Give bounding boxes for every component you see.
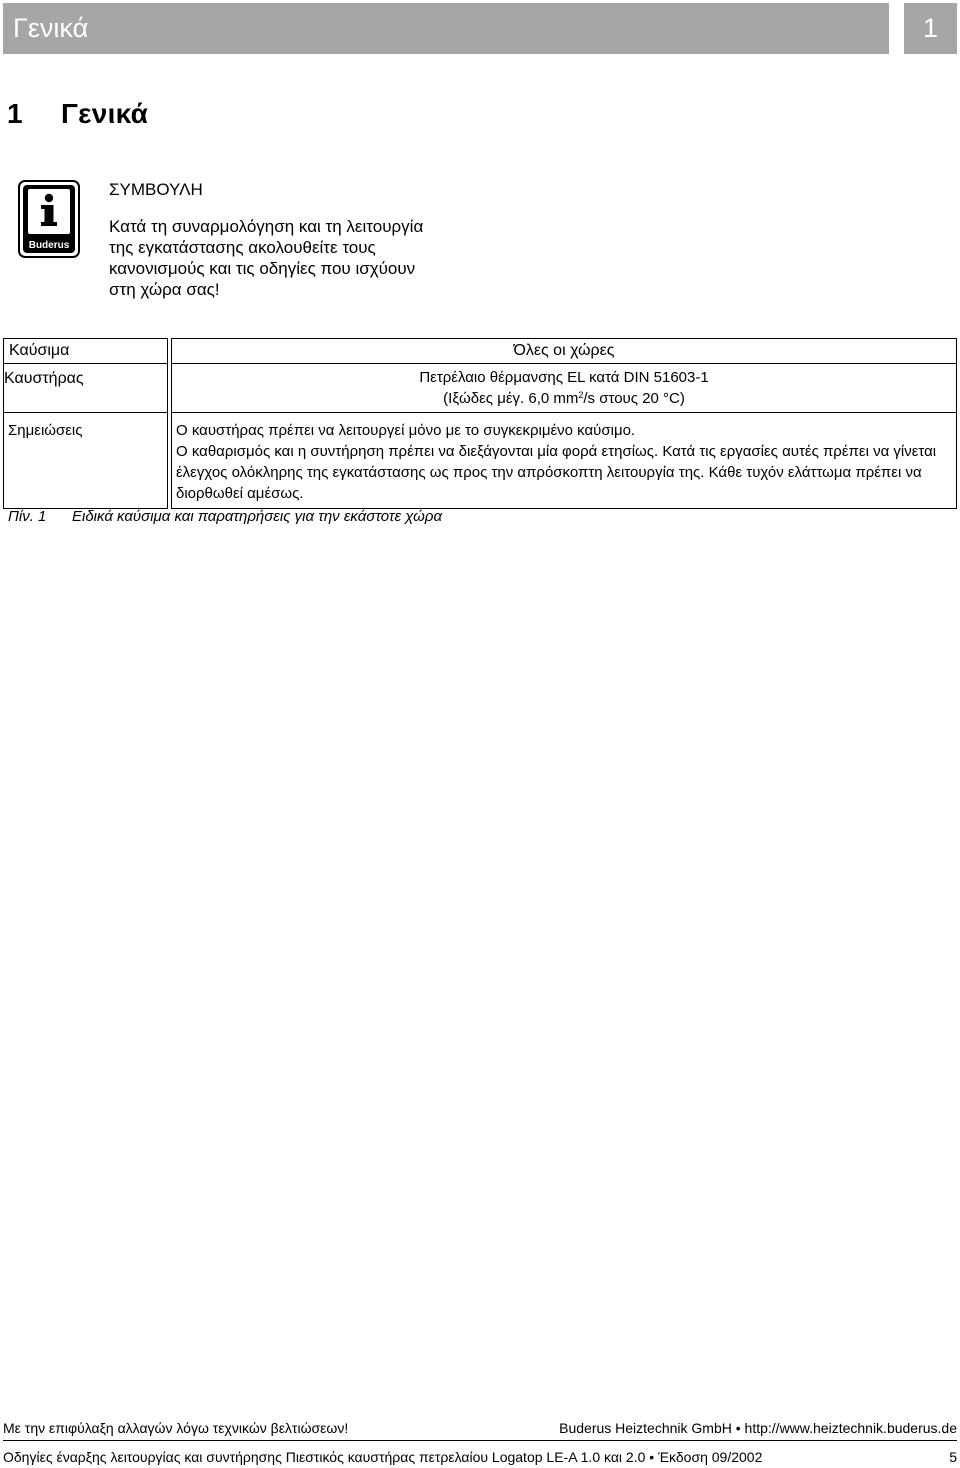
info-icon — [18, 180, 80, 258]
fuel-table — [3, 338, 957, 509]
advice-text — [109, 216, 479, 300]
advice-line: της εγκατάστασης ακολουθείτε τους — [109, 238, 376, 257]
note-line: Ο καθαρισμός και η συντήρηση πρέπει να διεξάγονται μία φορά ετησίως. Κατά τις εργασίες αυτές πρέπει να γίνεται έλεγχος ολόκληρης της εγκατάστασης ως προς την απρόσκοπτη λειτουργία της. Κάθε τυχόν ελάττωμα πρέπει να διορθωθεί αμέσως. — [176, 443, 937, 502]
advice-line: Κατά τη συναρμολόγηση και τη λειτουργία — [109, 217, 424, 236]
table-row — [4, 413, 957, 509]
document-title: Οδηγίες έναρξης λειτουργίας και συντήρησης Πιεστικός καυστήρας πετρελαίου Logatop LE-A 1.0 και 2.0 • Έκδοση 09/2002 — [3, 1449, 763, 1465]
footer-company: Buderus Heiztechnik GmbH • http://www.heiztechnik.buderus.de — [559, 1420, 957, 1436]
footer-divider — [3, 1440, 957, 1441]
burner-fuel-cell — [172, 364, 957, 413]
advice-line: στη χώρα σας! — [109, 280, 220, 299]
all-countries-header: Όλες οι χώρες — [172, 339, 957, 364]
advice-line: κανονισμούς και τις οδηγίες που ισχύουν — [109, 259, 416, 278]
row-label-fuel: Καύσιμα — [4, 339, 168, 364]
table-row — [4, 339, 957, 364]
page-number: 5 — [949, 1449, 957, 1465]
row-label-burner: Καυστήρας — [4, 364, 168, 413]
fuel-spec: Πετρέλαιο θέρμανσης EL κατά DIN 51603-1 — [419, 369, 709, 386]
section-title: Γενικά — [61, 98, 149, 129]
caption-text: Ειδικά καύσιμα και παρατηρήσεις για την εκάστοτε χώρα — [72, 508, 443, 525]
caption-label: Πίν. 1 — [8, 508, 47, 525]
advice-title: ΣΥΜΒΟΥΛΗ — [109, 180, 203, 199]
viscosity-spec: (Ιξώδες μέγ. 6,0 $mm^2/s$ στους 20 °C) — [443, 390, 685, 407]
footer-disclaimer: Με την επιφύλαξη αλλαγών λόγω τεχνικών βελτιώσεων! — [3, 1420, 349, 1436]
table-row — [4, 364, 957, 413]
section-heading — [7, 98, 148, 130]
note-line: Ο καυστήρας πρέπει να λειτουργεί μόνο με το συγκεκριμένο καύσιμο. — [176, 422, 636, 439]
table-caption — [8, 508, 442, 525]
chapter-number: 1 — [904, 3, 957, 54]
page-header-title: Γενικά — [3, 3, 889, 54]
notes-cell — [172, 413, 957, 509]
row-label-notes: Σημειώσεις — [4, 413, 168, 509]
section-number: 1 — [7, 98, 23, 129]
brand-label: Buderus — [28, 240, 70, 251]
